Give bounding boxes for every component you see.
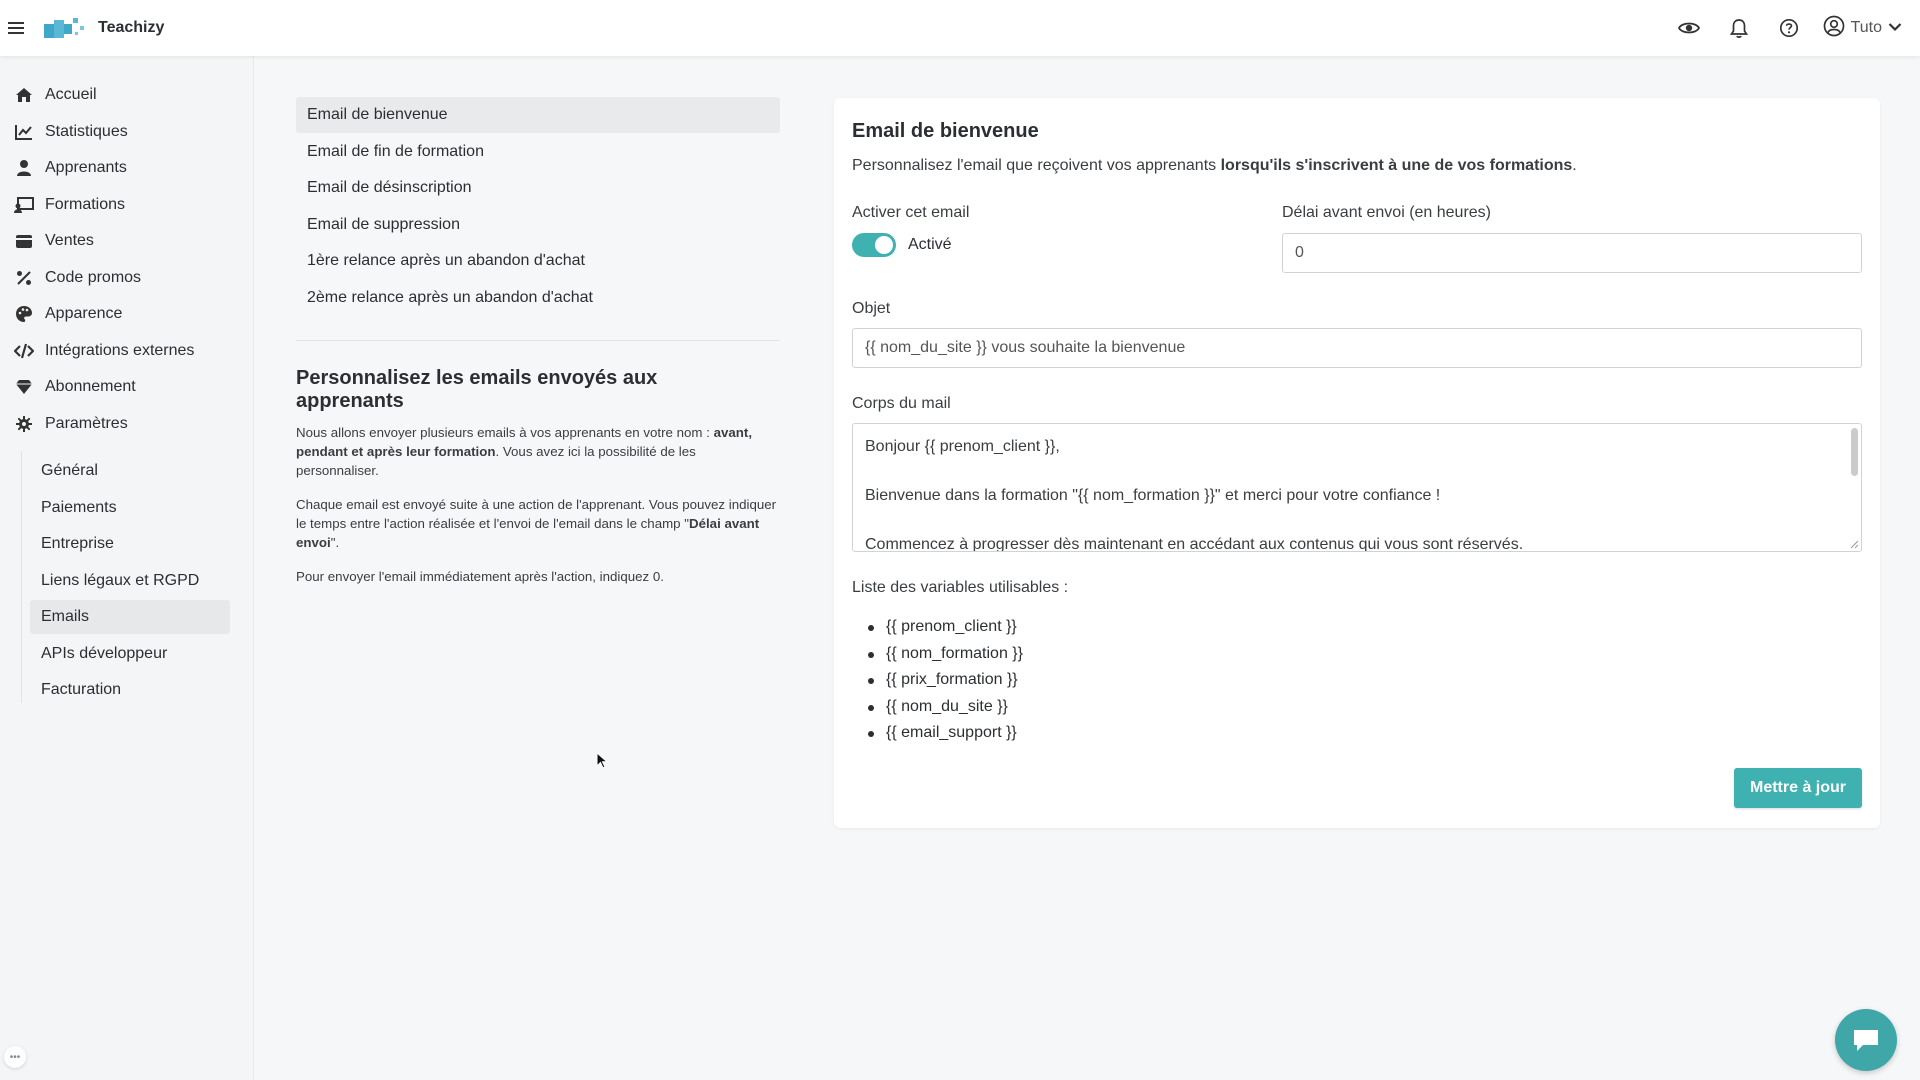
body-line: Bienvenue dans la formation "{{ nom_formation }}" et merci pour votre confiance ! <box>865 487 1441 504</box>
wallet-icon <box>14 231 34 251</box>
help-icon[interactable] <box>1769 8 1809 48</box>
brand-name: Teachizy <box>98 19 165 36</box>
subject-label: Objet <box>852 300 891 317</box>
bell-icon[interactable] <box>1719 8 1759 48</box>
body-line: Bonjour {{ prenom_client }}, <box>865 438 1060 455</box>
email-tab-relance-2[interactable]: 2ème relance après un abandon d'achat <box>307 289 593 306</box>
variable-item: {{ nom_du_site }} <box>884 694 1023 721</box>
help-title: Personnalisez les emails envoyés aux apprenants <box>296 367 658 412</box>
sidebar-item-accueil[interactable] <box>14 80 97 110</box>
update-button[interactable]: Mettre à jour <box>1734 768 1862 808</box>
email-settings-card <box>834 98 1880 828</box>
chat-bubble-icon <box>1851 1027 1881 1053</box>
email-tab-suppression[interactable]: Email de suppression <box>307 216 460 233</box>
card-title: Email de bienvenue <box>852 120 1039 142</box>
sidebar-item-label: Formations <box>45 196 126 213</box>
sidebar-item-code-promos[interactable] <box>14 263 141 293</box>
chalkboard-icon <box>14 195 34 215</box>
sidebar-item-integrations-externes[interactable] <box>14 336 194 366</box>
sidebar-item-label: Intégrations externes <box>45 342 195 359</box>
email-tab-bienvenue[interactable]: Email de bienvenue <box>296 97 780 133</box>
submenu-guide-line <box>21 451 22 703</box>
delay-input[interactable] <box>1282 233 1862 273</box>
divider <box>296 340 780 341</box>
user-name: Tuto <box>1850 19 1882 36</box>
variables-title: Liste des variables utilisables : <box>852 579 1069 596</box>
top-bar <box>0 0 1920 56</box>
body-label: Corps du mail <box>852 395 951 412</box>
sidebar-item-statistiques[interactable] <box>14 117 128 147</box>
sidebar <box>0 56 254 1080</box>
percent-icon <box>14 268 34 288</box>
help-paragraph-2: Chaque email est envoyé suite à une action de l'apprenant. Vous pouvez indiquer le temps entre l'action réalisée et l'envoi de l'email dans le champ "Délai avant envoi". <box>296 497 777 550</box>
activate-label: Activer cet email <box>852 204 970 221</box>
toggle-knob <box>875 236 893 254</box>
sidebar-subitem-entreprise[interactable]: Entreprise <box>41 535 114 552</box>
cog-icon <box>14 414 34 434</box>
delay-label: Délai avant envoi (en heures) <box>1282 204 1492 221</box>
card-subtitle: Personnalisez l'email que reçoivent vos apprenants lorsqu'ils s'inscrivent à une de vos formations. <box>852 157 1577 174</box>
sidebar-item-apprenants[interactable] <box>14 153 127 183</box>
sidebar-item-label: Accueil <box>45 86 97 103</box>
palette-icon <box>14 304 34 324</box>
variable-item: {{ nom_formation }} <box>884 641 1023 668</box>
menu-icon[interactable] <box>2 14 30 42</box>
sidebar-item-ventes[interactable] <box>14 226 94 256</box>
sidebar-item-label: Abonnement <box>45 378 136 395</box>
sidebar-item-label: Statistiques <box>45 123 128 140</box>
sidebar-item-label: Ventes <box>45 232 94 249</box>
toggle-state-label: Activé <box>908 236 952 253</box>
variables-list <box>884 614 1023 747</box>
chat-button[interactable] <box>1835 1009 1897 1071</box>
sidebar-item-label: Apprenants <box>45 159 127 176</box>
code-icon <box>14 341 34 361</box>
teachizy-logo[interactable] <box>44 16 86 40</box>
user-menu[interactable] <box>1823 15 1902 42</box>
more-icon[interactable]: ••• <box>4 1046 26 1068</box>
sidebar-subitem-paiements[interactable]: Paiements <box>41 499 117 516</box>
body-line: Commencez à progresser dès maintenant en accédant aux contenus qui vous sont réservés. <box>865 536 1524 552</box>
sidebar-subitem-facturation[interactable]: Facturation <box>41 681 122 698</box>
gem-icon <box>14 377 34 397</box>
help-paragraph-1: Nous allons envoyer plusieurs emails à vos apprenants en votre nom : avant, pendant et après leur formation. Vous avez ici la possibilité de les personnaliser. <box>296 425 753 478</box>
sidebar-subitem-emails[interactable]: Emails <box>30 600 230 634</box>
body-textarea[interactable] <box>852 423 1862 552</box>
email-tab-desinscription[interactable]: Email de désinscription <box>307 179 472 196</box>
sidebar-item-parametres[interactable] <box>14 409 128 439</box>
users-icon <box>14 158 34 178</box>
user-circle-icon <box>1823 15 1845 42</box>
sidebar-subitem-apis-developpeur[interactable]: APIs développeur <box>41 645 168 662</box>
variable-item: {{ prenom_client }} <box>884 614 1023 641</box>
sidebar-subitem-liens-legaux[interactable]: Liens légaux et RGPD <box>41 572 200 589</box>
variable-item: {{ prix_formation }} <box>884 667 1023 694</box>
variable-item: {{ email_support }} <box>884 720 1023 747</box>
help-paragraph-3: Pour envoyer l'email immédiatement après l'action, indiquez 0. <box>296 569 664 584</box>
mouse-cursor-icon <box>596 752 608 770</box>
subject-input[interactable] <box>852 328 1862 368</box>
chevron-down-icon <box>1888 19 1902 37</box>
sidebar-item-label: Apparence <box>45 305 123 322</box>
sidebar-item-label: Code promos <box>45 269 142 286</box>
sidebar-item-formations[interactable] <box>14 190 125 220</box>
resize-grip-icon[interactable] <box>1849 539 1859 549</box>
textarea-scrollbar[interactable] <box>1851 428 1858 476</box>
activate-toggle[interactable] <box>852 233 896 257</box>
chart-line-icon <box>14 122 34 142</box>
sidebar-item-abonnement[interactable] <box>14 372 136 402</box>
sidebar-subitem-general[interactable]: Général <box>41 462 98 479</box>
sidebar-item-apparence[interactable] <box>14 299 122 329</box>
sidebar-item-label: Paramètres <box>45 415 128 432</box>
email-tab-fin-de-formation[interactable]: Email de fin de formation <box>307 143 484 160</box>
home-icon <box>14 85 34 105</box>
eye-icon[interactable] <box>1669 8 1709 48</box>
email-tab-relance-1[interactable]: 1ère relance après un abandon d'achat <box>307 252 585 269</box>
